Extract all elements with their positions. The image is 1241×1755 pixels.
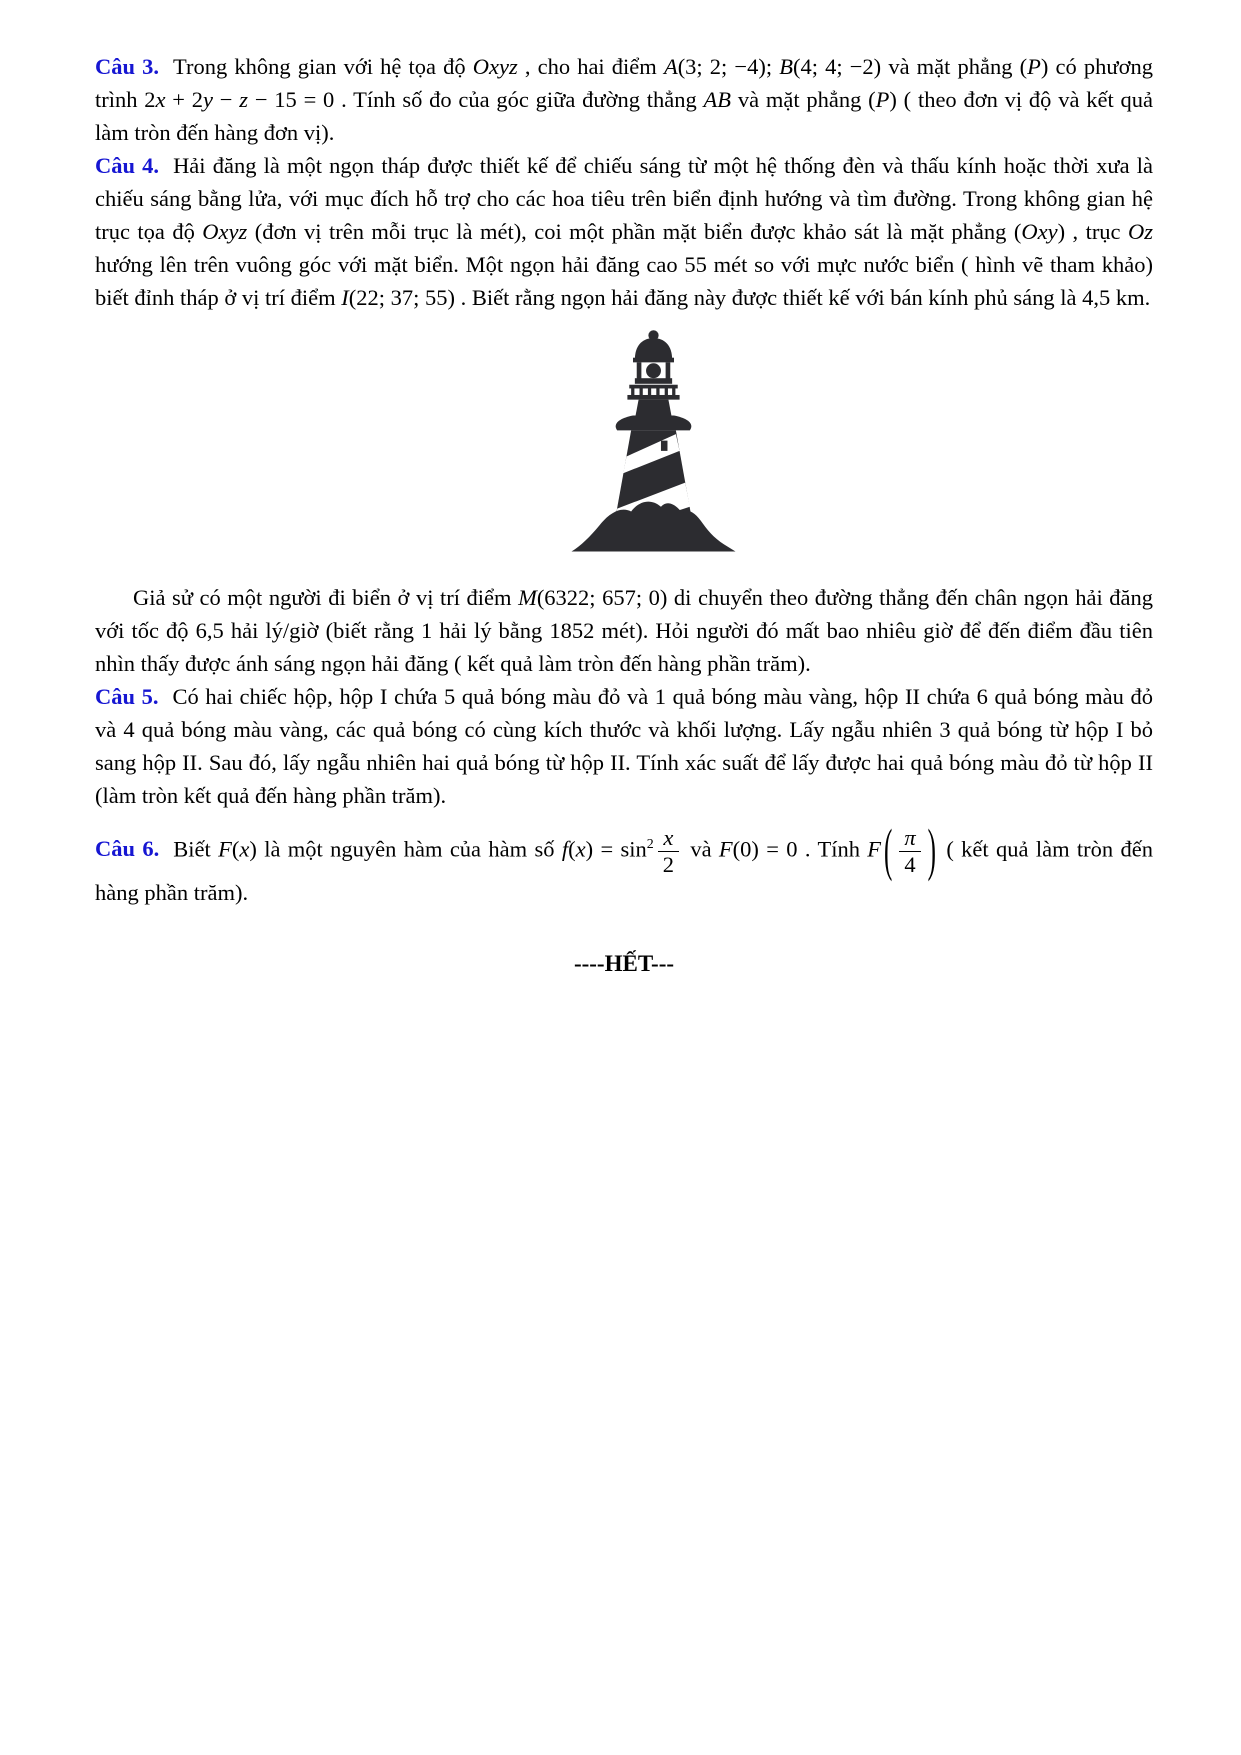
math-run: ( <box>868 87 876 112</box>
math-run: Oxyz <box>472 54 518 79</box>
text-run: Trong không gian với hệ tọa độ <box>173 54 473 79</box>
text-run: Có hai chiếc hộp, hộp I chứa 5 quả bóng màu đỏ và 1 quả bóng màu vàng, hộp II chứa 6 quả bóng màu đỏ và 4 quả bóng màu vàng, các quả bóng có cùng kích thước và khối lượng. Lấy ngẫu nhiên 3 quả bóng từ hộp I bỏ sang hộp II. Sau đó, lấy ngẫu nhiên hai quả bóng từ hộp II. Tính xác suất để lấy được hai quả bóng màu đỏ từ hộp II (làm tròn kết quả đến hàng phần trăm). <box>95 684 1154 808</box>
math-run: ) <box>1057 219 1066 244</box>
fraction <box>656 826 681 876</box>
math-run: Oz <box>1128 219 1154 244</box>
math-run: F <box>718 836 733 862</box>
math-run: = sin <box>593 836 647 862</box>
text-run: Biết <box>173 836 219 862</box>
math-run: (22; 37; 55) <box>348 285 455 310</box>
math-run: I <box>341 285 349 310</box>
paragraph-sailor <box>95 581 1153 680</box>
question-label: Câu 6. <box>95 836 160 862</box>
math-run: (6322; 657; 0) <box>536 585 668 610</box>
text-run: . Biết rằng ngọn hải đăng này được thiết kế với bán kính phủ sáng là 4,5 km. <box>455 285 1151 310</box>
math-run: (4; 4; −2) <box>793 54 882 79</box>
math-run: x <box>575 836 586 862</box>
gallery-rail-bottom <box>627 395 679 400</box>
math-run: − <box>213 87 240 112</box>
lighthouse-illustration <box>551 326 756 559</box>
tower-window-upper <box>660 441 667 451</box>
text-run: Giả sử có một người đi biển ở vị trí điểm <box>133 585 519 610</box>
math-run: (3; 2; −4); <box>677 54 780 79</box>
math-run: (0) = 0 <box>732 836 798 862</box>
text-run: (đơn vị trên mỗi trục là mét), coi một phần mặt biển được khảo sát là mặt phẳng <box>247 219 1014 244</box>
question-4 <box>95 149 1153 314</box>
question-label: Câu 3. <box>95 54 160 79</box>
question-5 <box>95 680 1153 812</box>
math-run: ( <box>231 836 240 862</box>
tower-flare <box>615 415 691 430</box>
lantern-lamp <box>646 363 661 378</box>
fraction-denominator: 4 <box>899 851 920 877</box>
text-run: có phương trình <box>95 54 1153 112</box>
end-marker: ----HẾT--- <box>573 951 675 977</box>
lantern-post-left <box>636 362 641 379</box>
math-run: 2 <box>144 87 156 112</box>
math-run: B <box>779 54 793 79</box>
lantern-post-right <box>665 362 670 379</box>
math-run: P <box>875 87 890 112</box>
exam-content <box>95 50 1153 979</box>
math-run: AB <box>703 87 732 112</box>
fraction-denominator: 2 <box>658 851 679 877</box>
fraction-numerator: π <box>904 825 916 850</box>
math-run: − 15 = 0 <box>248 87 335 112</box>
text-run: ( theo đơn vị độ và kết quả làm tròn đến hàng đơn vị). <box>95 87 1153 145</box>
text-run: và mặt phẳng <box>881 54 1020 79</box>
question-label: Câu 4. <box>95 153 160 178</box>
text-run: . Tính <box>797 836 868 862</box>
question-6 <box>95 819 1154 909</box>
text-run: và mặt phẳng <box>731 87 869 112</box>
lighthouse-figure <box>153 326 1153 565</box>
math-run: M <box>518 585 537 610</box>
math-run: ( <box>1019 54 1028 79</box>
text-run: là một nguyên hàm của hàm số <box>256 836 562 862</box>
text-run: hướng lên trên vuông góc với mặt biển. Một ngọn hải đăng cao 55 mét so với mực nước biển ( hình vẽ tham khảo) biết đỉnh tháp ở vị trí điểm <box>95 252 1153 310</box>
math-run: x <box>155 87 166 112</box>
math-run: y <box>203 87 214 112</box>
gallery-rail-top <box>629 385 677 389</box>
math-run: ( <box>568 836 576 862</box>
math-run: F <box>867 836 882 862</box>
math-run: z <box>239 87 249 112</box>
text-run: di chuyển theo đường thẳng đến chân ngọn hải đăng với tốc độ 6,5 hải lý/giờ (biết rằng 1 hải lý bằng 1852 mét). Hỏi người đó mất bao nhiêu giờ để đến điểm đầu tiên nhìn thấy được ánh sáng ngọn hải đăng ( kết quả làm tròn đến hàng phần trăm). <box>95 585 1153 676</box>
math-run: Oxy <box>1021 219 1058 244</box>
lighthouse-dome <box>634 338 671 359</box>
text-run: và <box>682 836 719 862</box>
math-run: ) <box>249 836 257 862</box>
question-label: Câu 5. <box>95 684 159 709</box>
math-run: A <box>663 54 678 79</box>
text-run: Hải đăng là một ngọn tháp được thiết kế để chiếu sáng từ một hệ thống đèn và thấu kính hoặc thời xưa là chiếu sáng bằng lửa, với mục đích hỗ trợ cho các hoa tiêu trên biển định hướng và tìm đường. Trong không gian hệ trục tọa độ <box>95 153 1154 244</box>
text-run: , cho hai điểm <box>517 54 664 79</box>
math-run: F <box>218 836 232 862</box>
math-run: ( <box>1013 219 1022 244</box>
math-run: ) <box>585 836 594 862</box>
big-paren: ( <box>884 819 893 883</box>
fraction-numerator: x <box>663 825 674 850</box>
question-3 <box>95 50 1153 149</box>
math-run: ) <box>889 87 897 112</box>
math-run: + 2 <box>165 87 204 112</box>
rocky-base <box>571 502 735 552</box>
superscript: 2 <box>646 836 654 852</box>
math-run: f <box>561 836 569 862</box>
math-run: x <box>239 836 250 862</box>
text-run: . Tính số đo của góc giữa đường thẳng <box>334 87 704 112</box>
math-run: Oxyz <box>202 219 248 244</box>
text-run: , trục <box>1065 219 1128 244</box>
fraction <box>897 826 922 876</box>
text-run: ( kết quả làm tròn đến hàng phần trăm). <box>95 836 1154 906</box>
big-paren: ) <box>927 819 936 883</box>
math-run: ) <box>1040 54 1049 79</box>
math-run: P <box>1027 54 1041 79</box>
